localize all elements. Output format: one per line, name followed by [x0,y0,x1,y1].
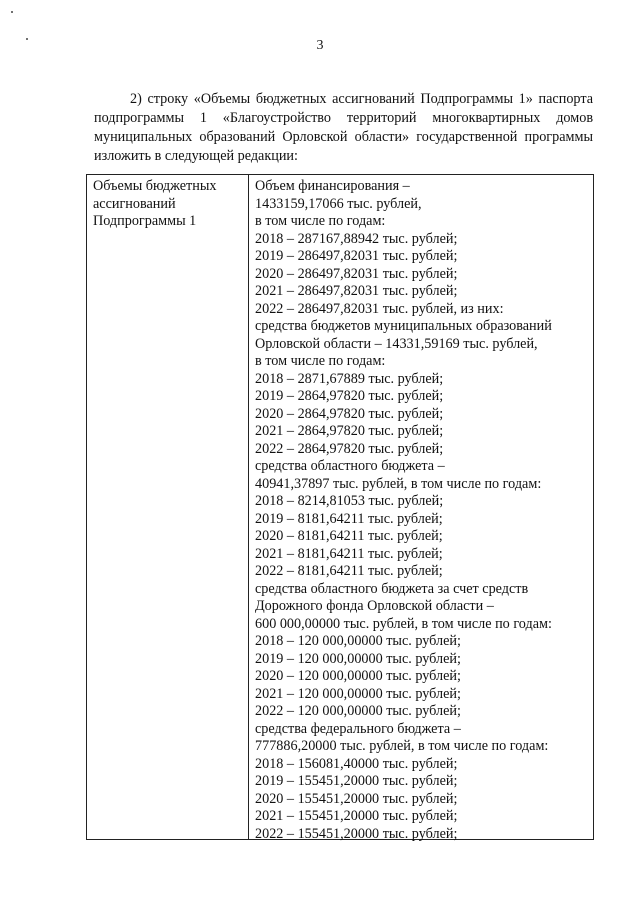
right-cell-line: 2021 – 8181,64211 тыс. рублей; [255,545,443,562]
right-cell-line: 2020 – 120 000,00000 тыс. рублей; [255,668,461,684]
right-cell-line: 2022 – 120 000,00000 тыс. рублей; [255,703,461,719]
right-cell-line: 2021 – 2864,97820 тыс. рублей; [255,423,444,439]
right-cell-line: 2019 – 8181,64211 тыс. рублей; [255,510,443,527]
right-cell-line: 2018 – 287167,88942 тыс. рублей; [255,230,458,247]
right-cell-line: 2018 – 2871,67889 тыс. рублей; [255,370,444,387]
right-cell-line: средства областного бюджета – [255,458,445,474]
table-left-column [87,175,249,839]
right-cell-line: 2018 – 156081,40000 тыс. рублей; [255,755,458,772]
intro-line: 2) строку «Объемы бюджетных ассигнований Подпрограммы 1» [130,91,533,107]
scan-speck [11,11,13,13]
left-cell-line: ассигнований [93,195,176,212]
page-number: 3 [316,38,324,53]
right-cell-line: Орловской области – 14331,59169 тыс. рублей, [255,335,538,352]
right-cell-line: 777886,20000 тыс. рублей, в том числе по годам: [255,738,549,754]
right-cell-line: 1433159,17066 тыс. рублей, [255,195,422,212]
intro-line: домов муниципальных образований Орловской области» государственной [94,110,594,145]
right-cell-line: 2019 – 155451,20000 тыс. рублей; [255,773,458,789]
right-cell-line: 2020 – 8181,64211 тыс. рублей; [255,528,443,544]
right-cell-line: 2022 – 286497,82031 тыс. рублей, из них: [255,300,504,317]
right-cell-line: 2020 – 2864,97820 тыс. рублей; [255,405,444,422]
right-cell-line: 2022 – 155451,20000 тыс. рублей; [255,825,458,842]
right-cell-line: 2019 – 2864,97820 тыс. рублей; [255,388,444,404]
right-cell-line: 2018 – 120 000,00000 тыс. рублей; [255,633,461,649]
intro-line: программы изложить в следующей редакции: [94,129,594,164]
right-cell-line: средства бюджетов муниципальных образований [255,318,552,334]
right-cell-line: 2021 – 286497,82031 тыс. рублей; [255,283,458,299]
right-cell-line: 2018 – 8214,81053 тыс. рублей; [255,493,444,509]
right-cell-line: 2021 – 155451,20000 тыс. рублей; [255,808,458,824]
right-cell-line: 2019 – 120 000,00000 тыс. рублей; [255,650,461,667]
right-cell-line: 2022 – 8181,64211 тыс. рублей; [255,563,443,579]
right-cell-line: Дорожного фонда Орловской области – [255,598,494,614]
right-cell-line: 2020 – 155451,20000 тыс. рублей; [255,790,458,807]
right-cell-line: 2022 – 2864,97820 тыс. рублей; [255,440,444,457]
right-cell-line: 40941,37897 тыс. рублей, в том числе по годам: [255,475,542,492]
right-cell-line: в том числе по годам: [255,213,386,229]
budget-passport-table [86,174,594,840]
left-cell-line: Подпрограммы 1 [93,213,197,229]
left-cell-line: Объемы бюджетных [93,178,217,194]
right-cell-line: в том числе по годам: [255,353,386,369]
right-cell-line: 2021 – 120 000,00000 тыс. рублей; [255,685,461,702]
right-cell-line: 2019 – 286497,82031 тыс. рублей; [255,248,458,264]
right-cell-line: 2020 – 286497,82031 тыс. рублей; [255,265,458,282]
right-cell-line: Объем финансирования – [255,178,410,194]
right-cell-line: 600 000,00000 тыс. рублей, в том числе по годам: [255,615,552,632]
intro-paragraph [94,90,593,166]
right-cell-line: средства областного бюджета за счет средств [255,580,529,597]
intro-line: паспорта подпрограммы 1 «Благоустройство территорий многоквартирных [94,91,593,126]
right-cell-line: средства федерального бюджета – [255,720,461,737]
